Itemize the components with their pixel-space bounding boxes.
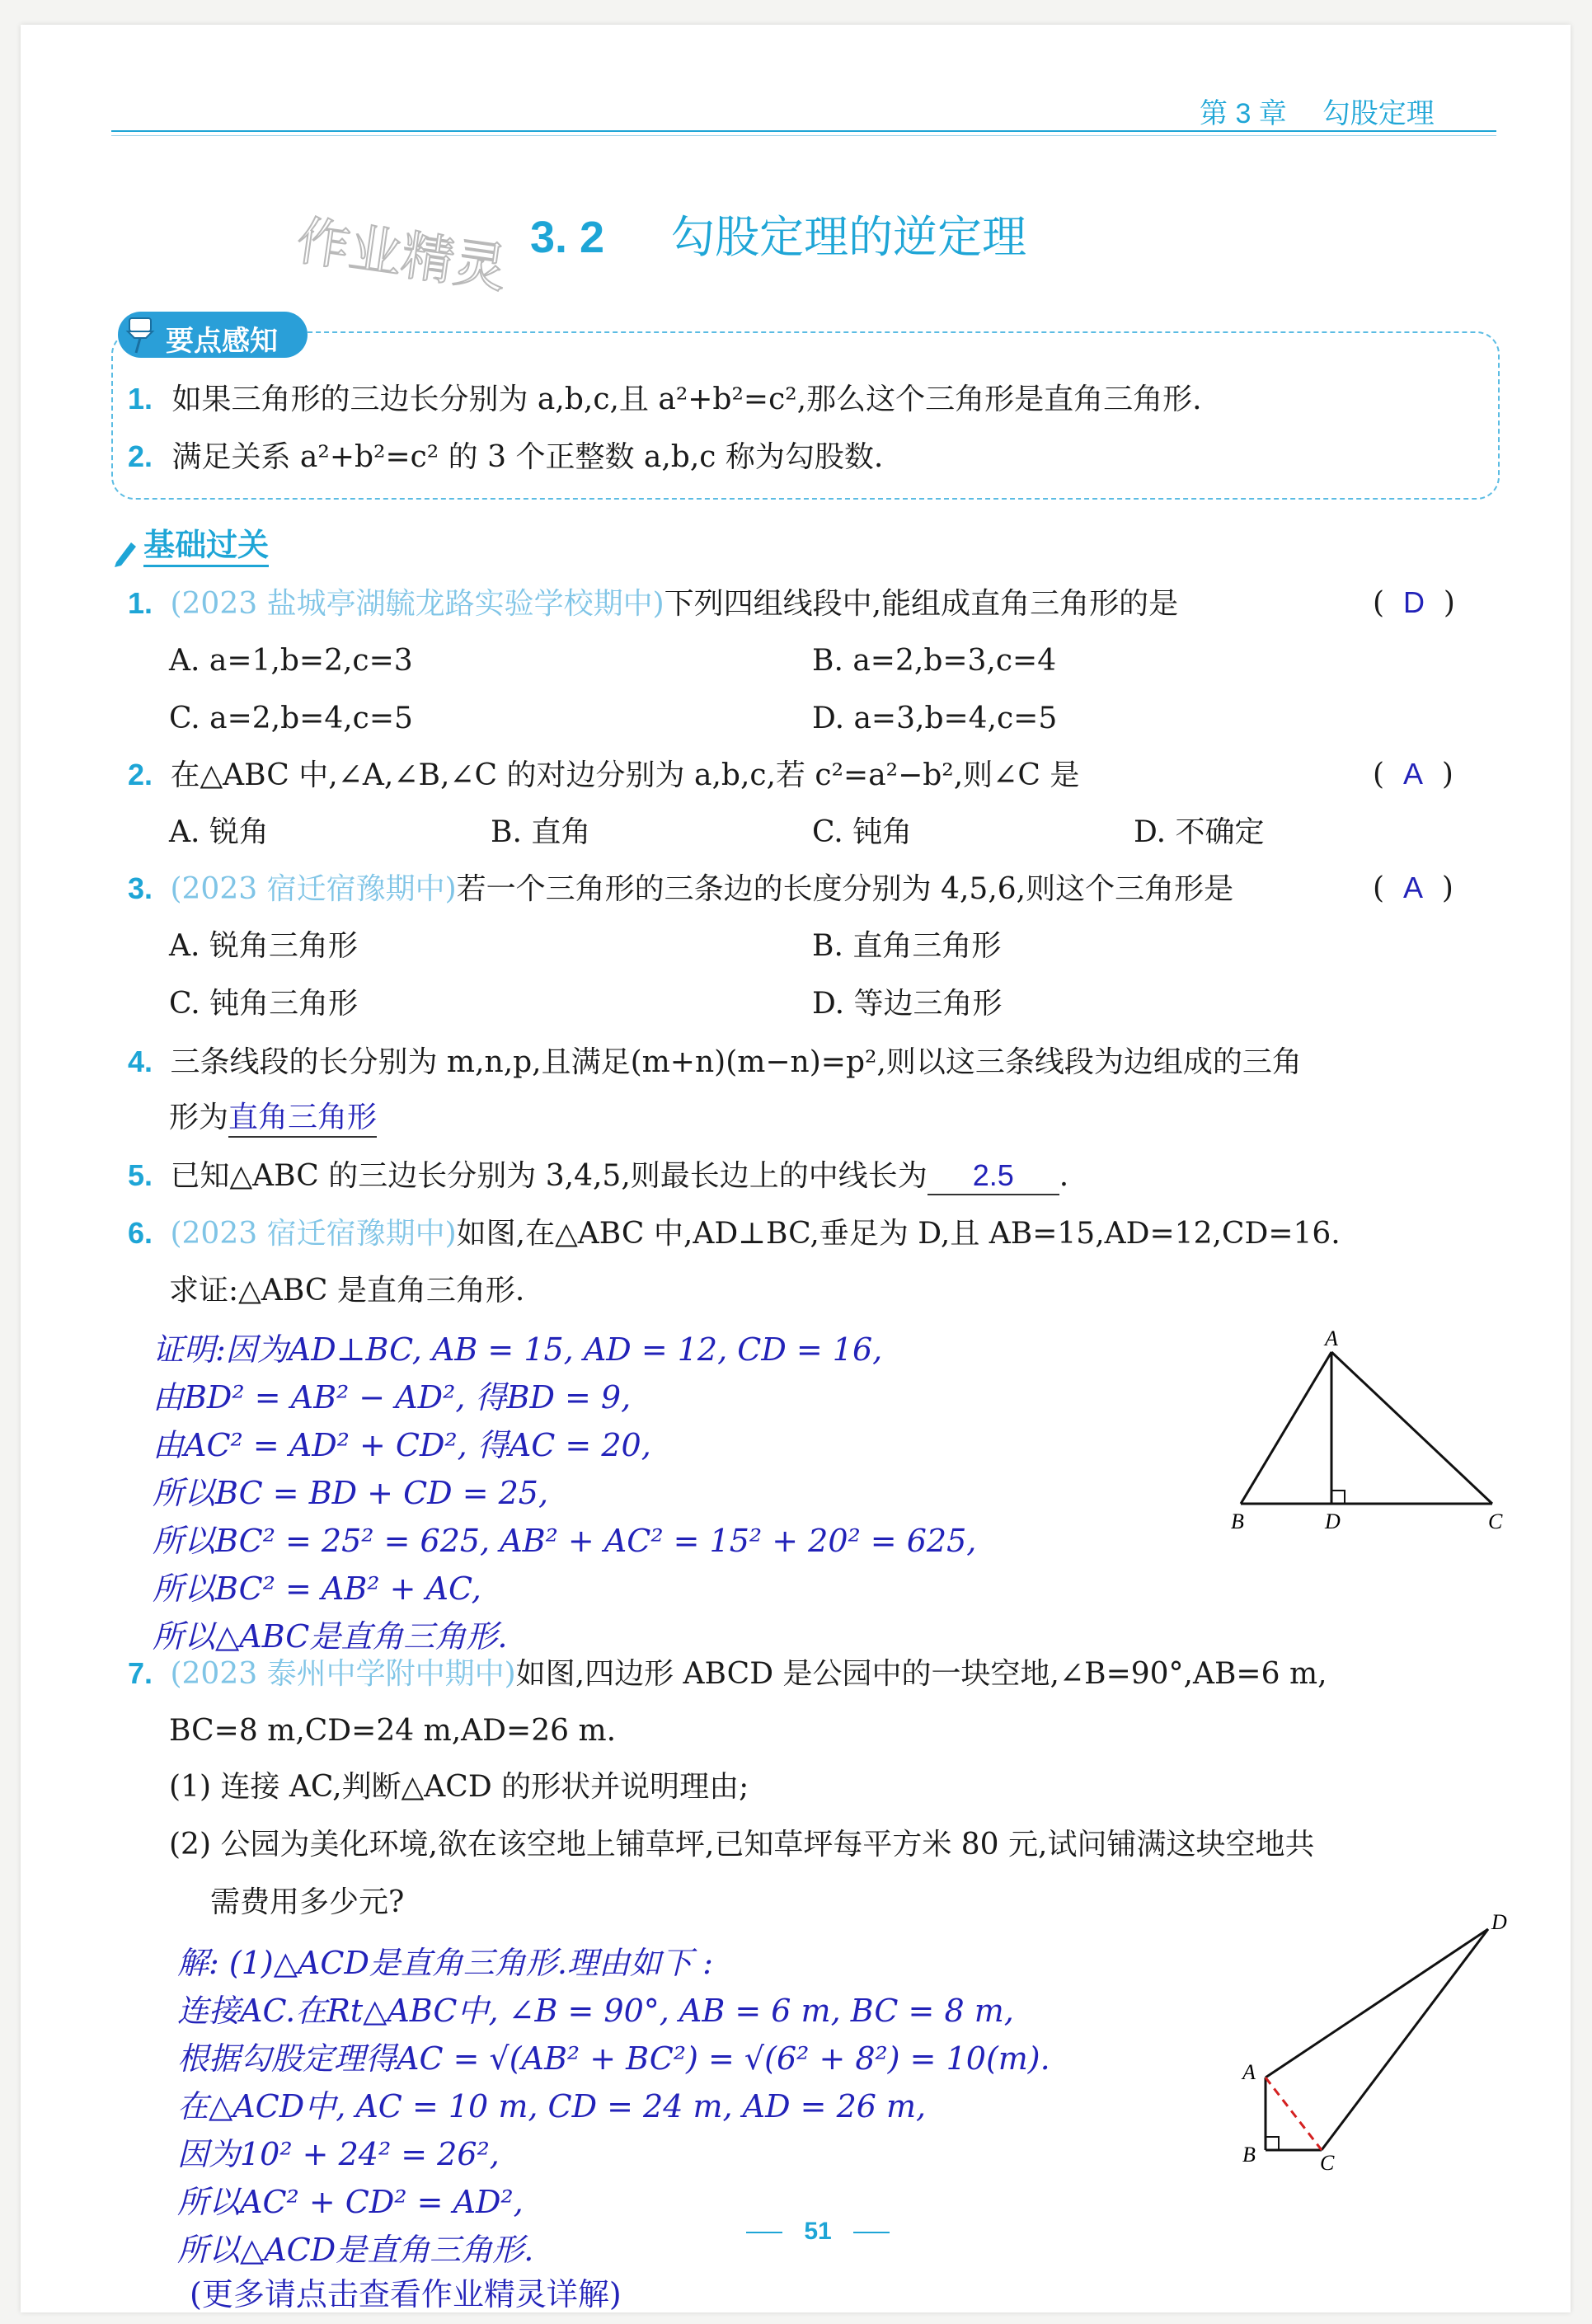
q3-option-c: C. 钝角三角形 <box>169 987 359 1021</box>
section-number: 3. 2 <box>530 213 605 262</box>
label-b: B <box>1242 2143 1256 2167</box>
right-angle-mark <box>1331 1491 1345 1504</box>
answer-blank-4: 直角三角形 <box>228 1100 377 1138</box>
q6-solution-line: 所以BC² = 25² = 625, AB² + AC² = 15² + 20² = 625, <box>153 1523 977 1559</box>
chapter-title: 勾股定理 <box>1322 98 1435 129</box>
segment-ac <box>1331 1352 1492 1504</box>
watermark: 作业精灵 <box>293 210 511 301</box>
label-d: D <box>1325 1509 1341 1533</box>
header-rule-thin <box>111 135 1496 136</box>
q1-option-c: C. a=2,b=4,c=5 <box>169 702 413 735</box>
question-3: 3. (2023 宿迁宿豫期中)若一个三角形的三条边的长度分别为 4,5,6,则这个三角形是 <box>128 871 1234 906</box>
basics-heading <box>111 519 269 567</box>
q1-option-a: A. a=1,b=2,c=3 <box>169 644 413 678</box>
question-4: 4. 三条线段的长分别为 m,n,p,且满足(m+n)(m−n)=p²,则以这三条线段为边组成的三角 <box>128 1045 1302 1079</box>
q2-option-c: C. 钝角 <box>812 815 913 849</box>
q7-solution-line: 在△ACD中, AC = 10 m, CD = 24 m, AD = 26 m, <box>177 2088 927 2124</box>
q7-solution-line: 根据勾股定理得AC = √(AB² + BC²) = √(6² + 8²) = 10(m). <box>177 2040 1050 2077</box>
q6-solution-line: 由BD² = AB² − AD², 得BD = 9, <box>153 1379 632 1416</box>
header-rule <box>111 130 1496 132</box>
q6-solution-line: 所以BC² = AB² + AC, <box>153 1570 481 1607</box>
q6-solution-line: 由AC² = AD² + CD², 得AC = 20, <box>153 1427 651 1463</box>
section-name: 勾股定理的逆定理 <box>670 213 1027 262</box>
chapter-number: 第 3 章 <box>1200 98 1287 129</box>
section-title <box>530 202 1026 265</box>
label-a: A <box>1242 2060 1256 2084</box>
key-point-2: 2. 满足关系 a²+b²=c² 的 3 个正整数 a,b,c 称为勾股数. <box>128 439 884 474</box>
pushpin-icon <box>121 313 159 354</box>
q2-option-b: B. 直角 <box>491 815 591 849</box>
answer-bracket-1: ( D ) <box>1373 585 1455 620</box>
q7-solution-line: 解: (1)△ACD是直角三角形.理由如下 : <box>177 1945 713 1981</box>
q7-solution-line: 所以AC² + CD² = AD², <box>177 2184 524 2220</box>
label-a: A <box>1325 1327 1338 1350</box>
q1-option-d: D. a=3,b=4,c=5 <box>812 702 1058 735</box>
question-6: 6. (2023 宿迁宿豫期中)如图,在△ABC 中,AD⊥BC,垂足为 D,且 AB=15,AD=12,CD=16. <box>128 1216 1341 1251</box>
pencil-icon <box>111 538 139 567</box>
question-7-part1: (1) 连接 AC,判断△ACD 的形状并说明理由; <box>169 1770 749 1804</box>
answer-bracket-3: ( A ) <box>1373 871 1453 905</box>
answer-bracket-2: ( A ) <box>1373 757 1453 791</box>
key-point-1: 1. 如果三角形的三边长分别为 a,b,c,且 a²+b²=c²,那么这个三角形是直角三角形. <box>128 382 1202 416</box>
segment-ad <box>1266 1929 1488 2078</box>
q6-solution-line: 所以△ABC是直角三角形. <box>153 1618 508 1655</box>
right-angle-mark <box>1266 2137 1279 2150</box>
question-5: 5. 已知△ABC 的三边长分别为 3,4,5,则最长边上的中线长为 2.5 . <box>128 1157 1068 1195</box>
textbook-page <box>21 25 1571 2312</box>
segment-ac-dashed <box>1266 2078 1322 2150</box>
basics-label: 基础过关 <box>143 527 269 567</box>
q3-option-a: A. 锐角三角形 <box>169 929 358 963</box>
q6-solution-line: 所以BC = BD + CD = 25, <box>153 1475 549 1511</box>
q7-solution-line: 因为10² + 24² = 26², <box>177 2136 500 2172</box>
question-1: 1. (2023 盐城亭湖毓龙路实验学校期中)下列四组线段中,能组成直角三角形的是 <box>128 586 1179 621</box>
q2-option-d: D. 不确定 <box>1134 815 1265 849</box>
segment-dc <box>1322 1929 1488 2150</box>
q6-triangle-figure <box>1208 1327 1513 1542</box>
label-b: B <box>1231 1509 1244 1533</box>
page-number: 51 <box>746 2218 890 2246</box>
q6-solution-line: 证明:因为AD⊥BC, AB = 15, AD = 12, CD = 16, <box>153 1331 883 1368</box>
q7-solution-line: 所以△ACD是直角三角形. <box>177 2232 534 2268</box>
question-6-line2: 求证:△ABC 是直角三角形. <box>169 1274 525 1308</box>
q6-solution <box>153 1326 976 1660</box>
question-2: 2. 在△ABC 中,∠A,∠B,∠C 的对边分别为 a,b,c,若 c²=a²−b²,则∠C 是 <box>128 758 1080 792</box>
label-c: C <box>1488 1509 1503 1533</box>
q7-solution <box>177 1939 1050 2274</box>
key-points-tag <box>118 312 308 358</box>
question-4-line2: 形为直角三角形 <box>169 1100 377 1138</box>
q7-solution-line: 连接AC.在Rt△ABC中, ∠B = 90°, AB = 6 m, BC = 8 m, <box>177 1993 1014 2029</box>
question-7-part2-line2: 需费用多少元? <box>210 1885 405 1919</box>
label-d: D <box>1491 1910 1507 1934</box>
q1-option-b: B. a=2,b=3,c=4 <box>812 644 1057 678</box>
q3-option-b: B. 直角三角形 <box>812 929 1002 963</box>
key-points-label: 要点感知 <box>166 325 278 358</box>
q2-option-a: A. 锐角 <box>169 815 269 849</box>
chapter-header <box>1200 91 1435 131</box>
label-c: C <box>1320 2151 1335 2175</box>
question-7-part2: (2) 公园为美化环境,欲在该空地上铺草坪,已知草坪每平方米 80 元,试问铺满这块空地共 <box>169 1828 1315 1862</box>
question-7: 7. (2023 泰州中学附中期中)如图,四边形 ABCD 是公园中的一块空地,∠B=90°,AB=6 m, <box>128 1656 1327 1691</box>
segment-ab <box>1241 1352 1331 1504</box>
answer-blank-5: 2.5 <box>927 1157 1059 1195</box>
more-details-link[interactable]: (更多请点击查看作业精灵详解) <box>190 2276 622 2312</box>
question-7-line2: BC=8 m,CD=24 m,AD=26 m. <box>169 1714 617 1748</box>
q3-option-d: D. 等边三角形 <box>812 987 1003 1021</box>
q7-quadrilateral-figure <box>1208 1896 1521 2193</box>
